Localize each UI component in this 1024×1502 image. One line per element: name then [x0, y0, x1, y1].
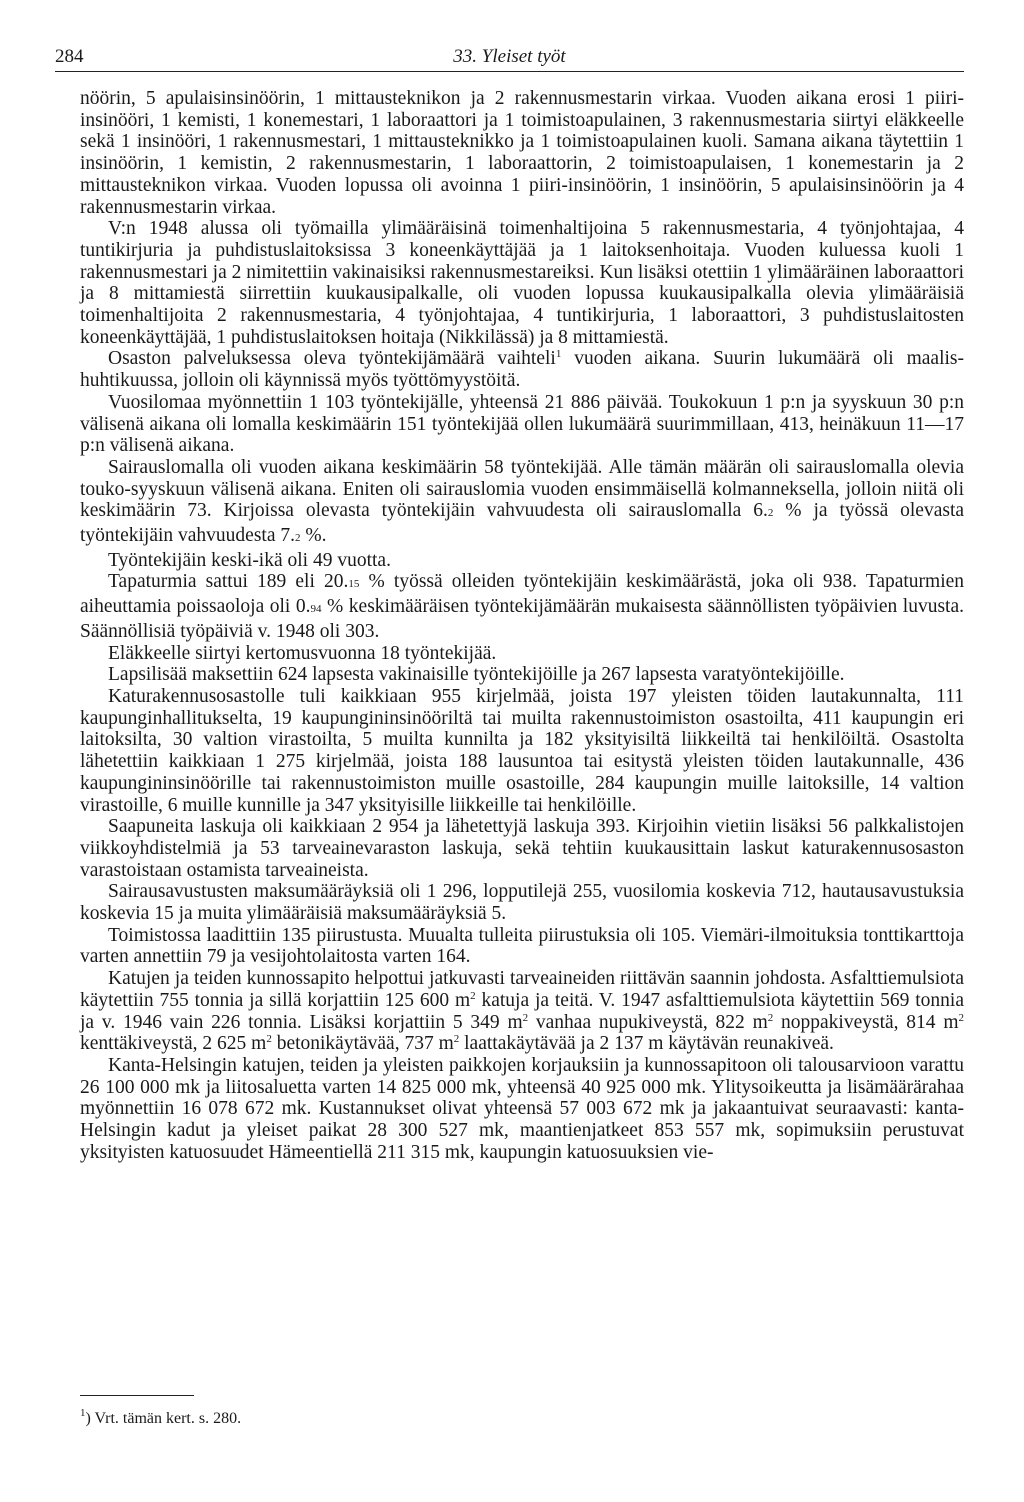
superscript: 2 [958, 1011, 965, 1024]
number: 6. [753, 500, 768, 522]
text-run: työssä olleiden työntekijäin keskimäärästä, joka oli 938. Tapaturmien aiheuttamia poissaoloja oli [80, 571, 965, 618]
decimal-digit: 2 [295, 532, 301, 545]
footnote-mark: 1 [80, 1407, 86, 1419]
unit: m [507, 1011, 523, 1033]
paragraph-7 [80, 571, 964, 642]
page-number: 284 [55, 46, 84, 67]
page-header [55, 40, 964, 72]
paragraph-3 [80, 348, 964, 391]
running-title: 33. Yleiset työt [453, 46, 566, 67]
superscript: 2 [767, 1011, 774, 1024]
footnote-mark: 1 [555, 348, 562, 361]
unit: m [943, 1011, 959, 1033]
text-run: vuoden aikana. Suurin lukumäärä oli maalis-huhtikuussa, jolloin oli käynnissä myös työttömyystöitä. [80, 348, 964, 392]
paragraph-6: Työntekijäin keski-ikä oli 49 vuotta. [108, 549, 391, 571]
superscript: 2 [266, 1033, 272, 1046]
percent-sign: % [785, 500, 802, 522]
number: 20. [324, 571, 349, 593]
header-rule [55, 71, 964, 72]
paragraph-15: Kanta-Helsingin katujen, teiden ja yleisten paikkojen korjauksiin ja kunnossapitoon oli talousarvioon varattu 26 100 000 mk ja liitosaluetta varten 14 825 000 mk, yhteensä 40 925 000 mk. Ylitysoikeutta ja lisämäärärahaa myönnettiin 16 078 672 mk. Kustannukset olivat yhteensä 57 003 672 mk ja jakaantuivat seuraavasti: kanta-Helsingin kadut ja yleiset paikat 28 300 527 mk, maantienjatkeet 853 557 mk, sopimuksiin perustuvat yksityisten katuosuudet Hämeentiellä 211 315 mk, kaupungin katuosuuksien vie- [80, 1054, 964, 1163]
text-run: kenttäkiveystä, 2 625 [80, 1033, 252, 1055]
unit: m [454, 989, 471, 1011]
decimal-digit: 2 [767, 507, 774, 520]
body-text [80, 88, 964, 1163]
text-run: betonikäytävää, 737 [271, 1033, 439, 1055]
decimal-digit: 15 [348, 578, 360, 591]
text-run: Tapaturmia sattui 189 eli [108, 571, 315, 593]
paragraph-8: Eläkkeelle siirtyi kertomusvuonna 18 työntekijää. [108, 642, 497, 664]
text-run: . [321, 525, 327, 547]
paragraph-2: V:n 1948 alussa oli työmailla ylimääräisinä toimenhaltijoina 5 rakennusmestaria, 4 työnjohtajaa, 4 tuntikirjuria ja puhdistuslaitoksissa 3 koneenkäyttäjää ja 1 laitoksenhoitaja. Vuoden kuluessa kuoli 1 rakennusmestari ja 2 nimitettiin vakinaisiksi rakennusmestareiksi. Kun lisäksi otettiin 1 ylimääräinen laboraattori ja 8 mittamiestä siirrettiin kuukausipalkalle, oli vuoden lopussa kuukausipalkalla olevia ylimääräisiä toimenhaltijoita 2 rakennusmestaria, 4 työnjohtajaa, 4 tuntikirjuria, 1 laboraattori, 3 puhdistuslaitosten koneenkäyttäjää, 1 puhdistuslaitoksen hoitaja (Nikkilässä) ja 8 mittamiestä. [80, 218, 964, 348]
superscript: 2 [453, 1033, 460, 1046]
footnote [80, 1407, 242, 1428]
footnote-text: ) Vrt. tämän kert. s. 280. [85, 1410, 242, 1427]
text-run: Katujen ja teiden kunnossapito helpottui jatkuvasti tarveaineiden riittävän saannin johdosta. Asfalttiemulsiota käytettiin 755 tonnia ja sillä korjattiin 125 600 [80, 968, 964, 1011]
paragraph-14 [80, 968, 964, 1055]
decimal-digit: 94 [310, 603, 322, 616]
percent-sign: % [368, 571, 385, 593]
text-run: keskimääräisen työntekijämäärän mukaisesta säännöllisten työpäivien luvusta. Säännöllisiä työpäiviä v. 1948 oli 303. [80, 596, 964, 642]
paragraph-4: Vuosilomaa myönnettiin 1 103 työntekijälle, yhteensä 21 886 päivää. Toukokuun 1 p:n ja syyskuun 30 p:n välisenä aikana oli lomalla keskimäärin 151 työntekijää ollen lukumäärä suurimmillaan, 413, heinäkuun 11—17 p:n välisenä aikana. [80, 391, 964, 457]
percent-sign: % [327, 596, 344, 618]
paragraph-10: Katurakennusosastolle tuli kaikkiaan 955 kirjelmää, joista 197 yleisten töiden lautakunnalta, 111 kaupunginhallitukselta, 19 kaupungininsinööriltä tai muilta rakennustoimiston osastoilta, 411 kaupungin eri laitoksilta, 30 valtion virastoilta, 5 muilta kunnilta ja 182 yksityisiltä liikkeiltä tai henkilöiltä. Osastolta lähetettiin kaikkiaan 1 275 kirjelmää, joista 188 lausuntoa tai esitystä yleisten töiden lautakunnalle, 436 kaupungininsinöörille tai rakennustoimiston muille osastoille, 284 kaupungin muille laitoksille, 14 valtion virastoille, 6 muille kunnille ja 347 yksityisille liikkeille tai henkilöille. [80, 685, 964, 816]
text-run: katuja ja teitä. V. 1947 asfalttiemulsiota käytettiin 569 tonnia ja v. 1946 vain 226 tonnia. Lisäksi korjattiin 5 349 [80, 989, 964, 1033]
unit: m [752, 1011, 768, 1033]
number: 0. [295, 596, 311, 618]
unit: m [251, 1033, 267, 1055]
paragraph-1: nöörin, 5 apulaisinsinöörin, 1 mittausteknikon ja 2 rakennusmestarin virkaa. Vuoden aikana erosi 1 piiri-insinööri, 1 kemisti, 1 konemestari, 1 laboraattori ja 1 toimistoapulainen, 3 rakennusmestaria siirtyi eläkkeelle sekä 1 insinööri, 1 rakennusmestari, 1 mittausteknikko ja 1 toimistoapulainen kuoli. Samana aikana täytettiin 1 insinöörin, 1 kemistin, 2 rakennusmestarin, 1 laboraattorin, 2 toimistoapulaisen, 1 konemestarin ja 2 mittausteknikon virkaa. Vuoden lopussa oli avoinna 1 piiri-insinöörin, 1 insinöörin, 5 apulaisinsinöörin ja 4 rakennusmestarin virkaa. [80, 88, 964, 218]
text-run: ja työssä olevasta työntekijäin vahvuudesta [80, 500, 965, 547]
text-run: laattakäytävää ja 2 137 m käytävän reunakiveä. [459, 1033, 834, 1055]
text-run: Sairauslomalla oli vuoden aikana keskimäärin 58 työntekijää. Alle tämän määrän oli sairauslomalla olevia touko-syyskuun välisenä aikana. Eniten oli sairauslomia vuoden ensimmäisellä kolmanneksella, jolloin niitä oli keskimäärin 73. Kirjoissa olevasta työntekijäin vahvuudesta oli sairauslomalla [80, 456, 964, 522]
paragraph-5 [80, 457, 964, 550]
text-run: noppakiveystä, 814 [773, 1011, 944, 1033]
text-run: vanhaa nupukiveystä, 822 [528, 1011, 753, 1033]
superscript: 2 [470, 989, 476, 1002]
footnote-rule [80, 1395, 194, 1396]
unit: m [438, 1033, 454, 1055]
paragraph-11: Saapuneita laskuja oli kaikkiaan 2 954 ja lähetettyjä laskuja 393. Kirjoihin vietiin lisäksi 56 palkkalistojen viikkoyhdistelmiä ja 53 tarveainevaraston laskuja, sekä tehtiin kuukausittain laskut katurakennusosaston varastoistaan ostamista tarveaineista. [80, 816, 964, 881]
paragraph-12: Sairausavustusten maksumääräyksiä oli 1 296, lopputilejä 255, vuosilomia koskevia 712, hautausavustuksia koskevia 15 ja muita ylimääräisiä maksumääräyksiä 5. [80, 881, 964, 925]
superscript: 2 [522, 1011, 529, 1024]
paragraph-9: Lapsilisää maksettiin 624 lapsesta vakinaisille työntekijöille ja 267 lapsesta varatyöntekijöille. [108, 664, 845, 686]
paragraph-13: Toimistossa laadittiin 135 piirustusta. Muualta tulleita piirustuksia oli 105. Viemäri-ilmoituksia tonttikarttoja varten annettiin 79 ja vesijohtolaitosta varten 164. [80, 924, 964, 968]
number: 7. [280, 525, 295, 547]
percent-sign: % [305, 525, 322, 547]
text-run: Osaston palveluksessa oleva työntekijämäärä vaihteli [108, 348, 556, 370]
